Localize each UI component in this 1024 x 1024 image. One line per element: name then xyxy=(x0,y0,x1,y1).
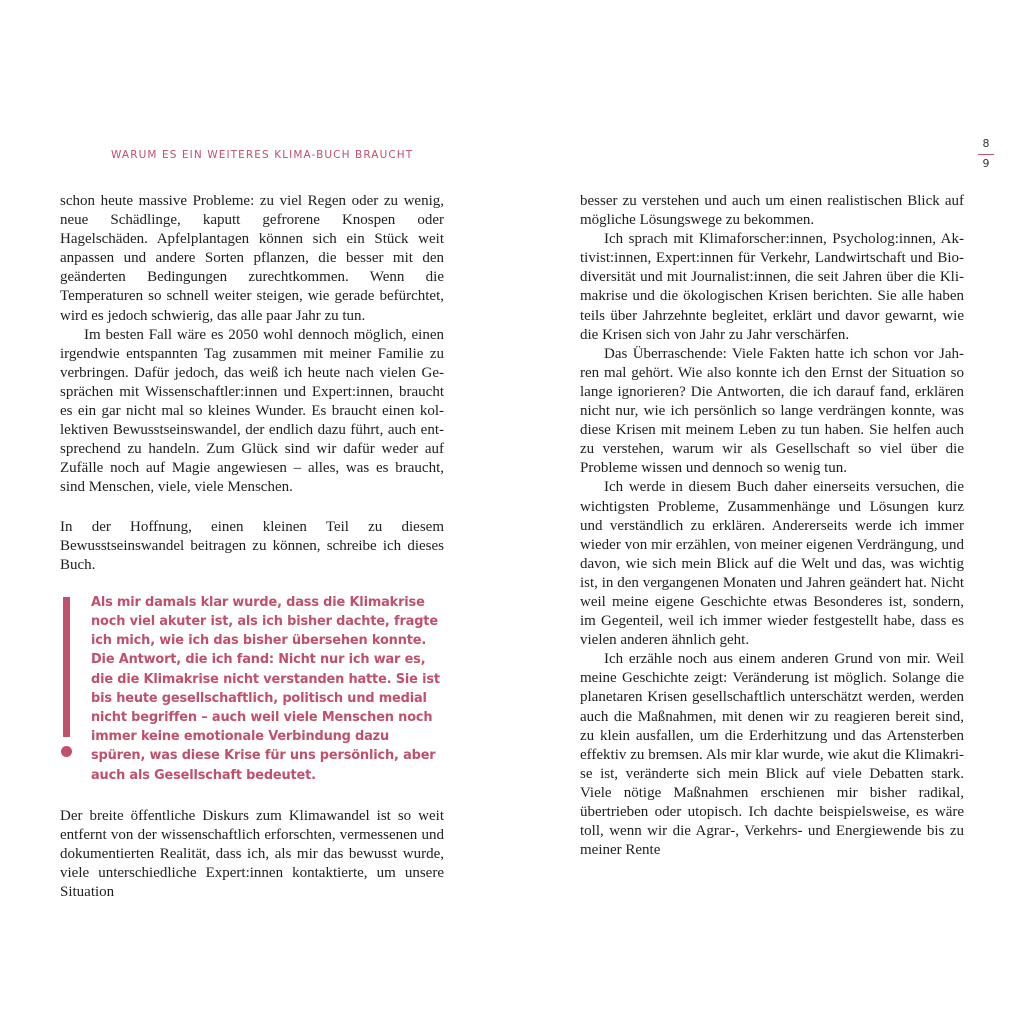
exclamation-bar-icon xyxy=(63,597,70,737)
paragraph: Der breite öffentliche Diskurs zum Klimawandel ist so weit entfernt von der wissenschaftlich erforschten, vermessenen und dokumentierten Realität, dass ich, als mir das bewusst wurde, viele unterschiedliche Expert:innen kontaktierte, um unsere Situation xyxy=(60,807,444,901)
paragraph: In der Hoffnung, einen kleinen Teil zu diesem Bewusstseinswandel beitragen zu können, schreibe ich dieses Buch. xyxy=(60,518,444,573)
paragraph: Ich werde in diesem Buch daher einerseits versuchen, die wichtigsten Probleme, Zusammenhänge und Lösungen kurz und verständlich zu erklären. Andererseits werde ich immer wieder von mir erzählen, von meiner eigenen Verdrängung, und davon, wie sich mein Blick auf die Welt und das, was wichtig ist, in den vergangenen Monaten und Jahren geändert hat. Nicht weil meine eigene Geschichte etwas Besonderes ist, sondern, im Gegenteil, weil ich immer wieder festgestellt habe, dass es vielen anderen ähnlich geht. xyxy=(580,479,964,649)
paragraph-spacer xyxy=(60,498,444,518)
page-numbers xyxy=(978,137,994,171)
paragraph: besser zu verstehen und auch um einen realistischen Blick auf mögliche Lösungswege zu bekommen. xyxy=(580,193,964,229)
paragraph: Ich erzähle noch aus einem anderen Grund von mir. Weil meine Geschichte zeigt: Veränderung ist möglich. Solange die planetaren Krisen gesellschaftlich unterschätzt werden, werden auch die Maßnahmen, mit denen wir zu reagieren bereit sind, zu klein ausfallen, um die Erderhitzung und das Artensterben effektiv zu bremsen. Als mir klar wurde, wie akut die Klimakrise ist, veränderte sich mein Blick auf viele Debatten stark. Viele nötige Maßnahmen erschienen mir bisher radikal, übertrieben oder utopisch. Ich dachte beispielsweise, es wäre toll, wenn wir die Agrar-, Verkehrs- und Energiewende bis zu meiner Rente xyxy=(580,651,964,859)
page-number-left: 8 xyxy=(982,137,990,150)
paragraph: schon heute massive Probleme: zu viel Regen oder zu wenig, neue Schädlinge, kaputt gefrorene Knospen oder Hagelschäden. Apfelplantagen können sich ein Stück weit anpassen und andere Sorten pflanzen, die besser mit den geänderten Bedingungen zurechtkommen. Wenn die Temperaturen so schnell weiter steigen, wie gerade befürchtet, wird es jedoch schwierig, das alle paar Jahr zu tun. xyxy=(60,193,444,324)
left-column xyxy=(60,192,444,902)
exclamation-dot-icon xyxy=(61,746,72,757)
paragraph: Im besten Fall wäre es 2050 wohl dennoch möglich, einen irgendwie entspannten Tag zusammen mit meiner Familie zu verbringen. Dafür jedoch, das weiß ich heute nach vielen Gesprächen mit Wissenschaftler:innen und Expert:innen, braucht es ein gar nicht mal so kleines Wunder. Es braucht einen kollektiven Bewusstseinswandel, der endlich dazu führt, auch entsprechend zu handeln. Zum Glück sind wir dafür weder auf Zufälle noch auf Magie angewiesen – alles, was es braucht, sind Menschen, viele, viele Menschen. xyxy=(60,326,444,496)
running-header: WARUM ES EIN WEITERES KLIMA-BUCH BRAUCHT xyxy=(111,149,414,161)
page-number-right: 9 xyxy=(982,157,990,170)
pull-quote xyxy=(60,593,444,785)
paragraph: Das Überraschende: Viele Fakten hatte ich schon vor Jahren mal gehört. Wie also konnte ich den Ernst der Situation so lange ignorieren? Die Antworten, die ich darauf fand, erklären nicht nur, wie ich persönlich so lange verdrängen konnte, was diese Krisen mit meinem Leben zu tun haben. Sie helfen auch zu verstehen, warum wir als Gesellschaft so viel über die Probleme wissen und dennoch so wenig tun. xyxy=(580,345,964,477)
pull-quote-text: Als mir damals klar wurde, dass die Klimakrise noch viel akuter ist, als ich bisher dachte, fragte ich mich, wie ich das bisher übersehen konnte. Die Antwort, die ich fand: Nicht nur ich war es, die die Klimakrise nicht verstanden hatte. Sie ist bis heute gesellschaftlich, politisch und medial nicht begriffen – auch weil viele Menschen noch immer keine emotionale Verbindung dazu spüren, was diese Krise für uns persönlich, aber auch als Gesellschaft bedeutet. xyxy=(91,594,440,783)
page-number-divider xyxy=(978,154,994,155)
paragraph: Ich sprach mit Klimaforscher:innen, Psycholog:innen, Aktivist:innen, Expert:innen für Verkehr, Landwirtschaft und Biodiversität und mit Journalist:innen, die seit Jahren über die Klimakrise und die ökologischen Krisen berichten. Sie alle haben teils über Jahrzehnte begleitet, erklärt und davor gewarnt, wie die Krisen sich von Jahr zu Jahr verschärfen. xyxy=(580,231,964,343)
right-column xyxy=(580,192,964,860)
